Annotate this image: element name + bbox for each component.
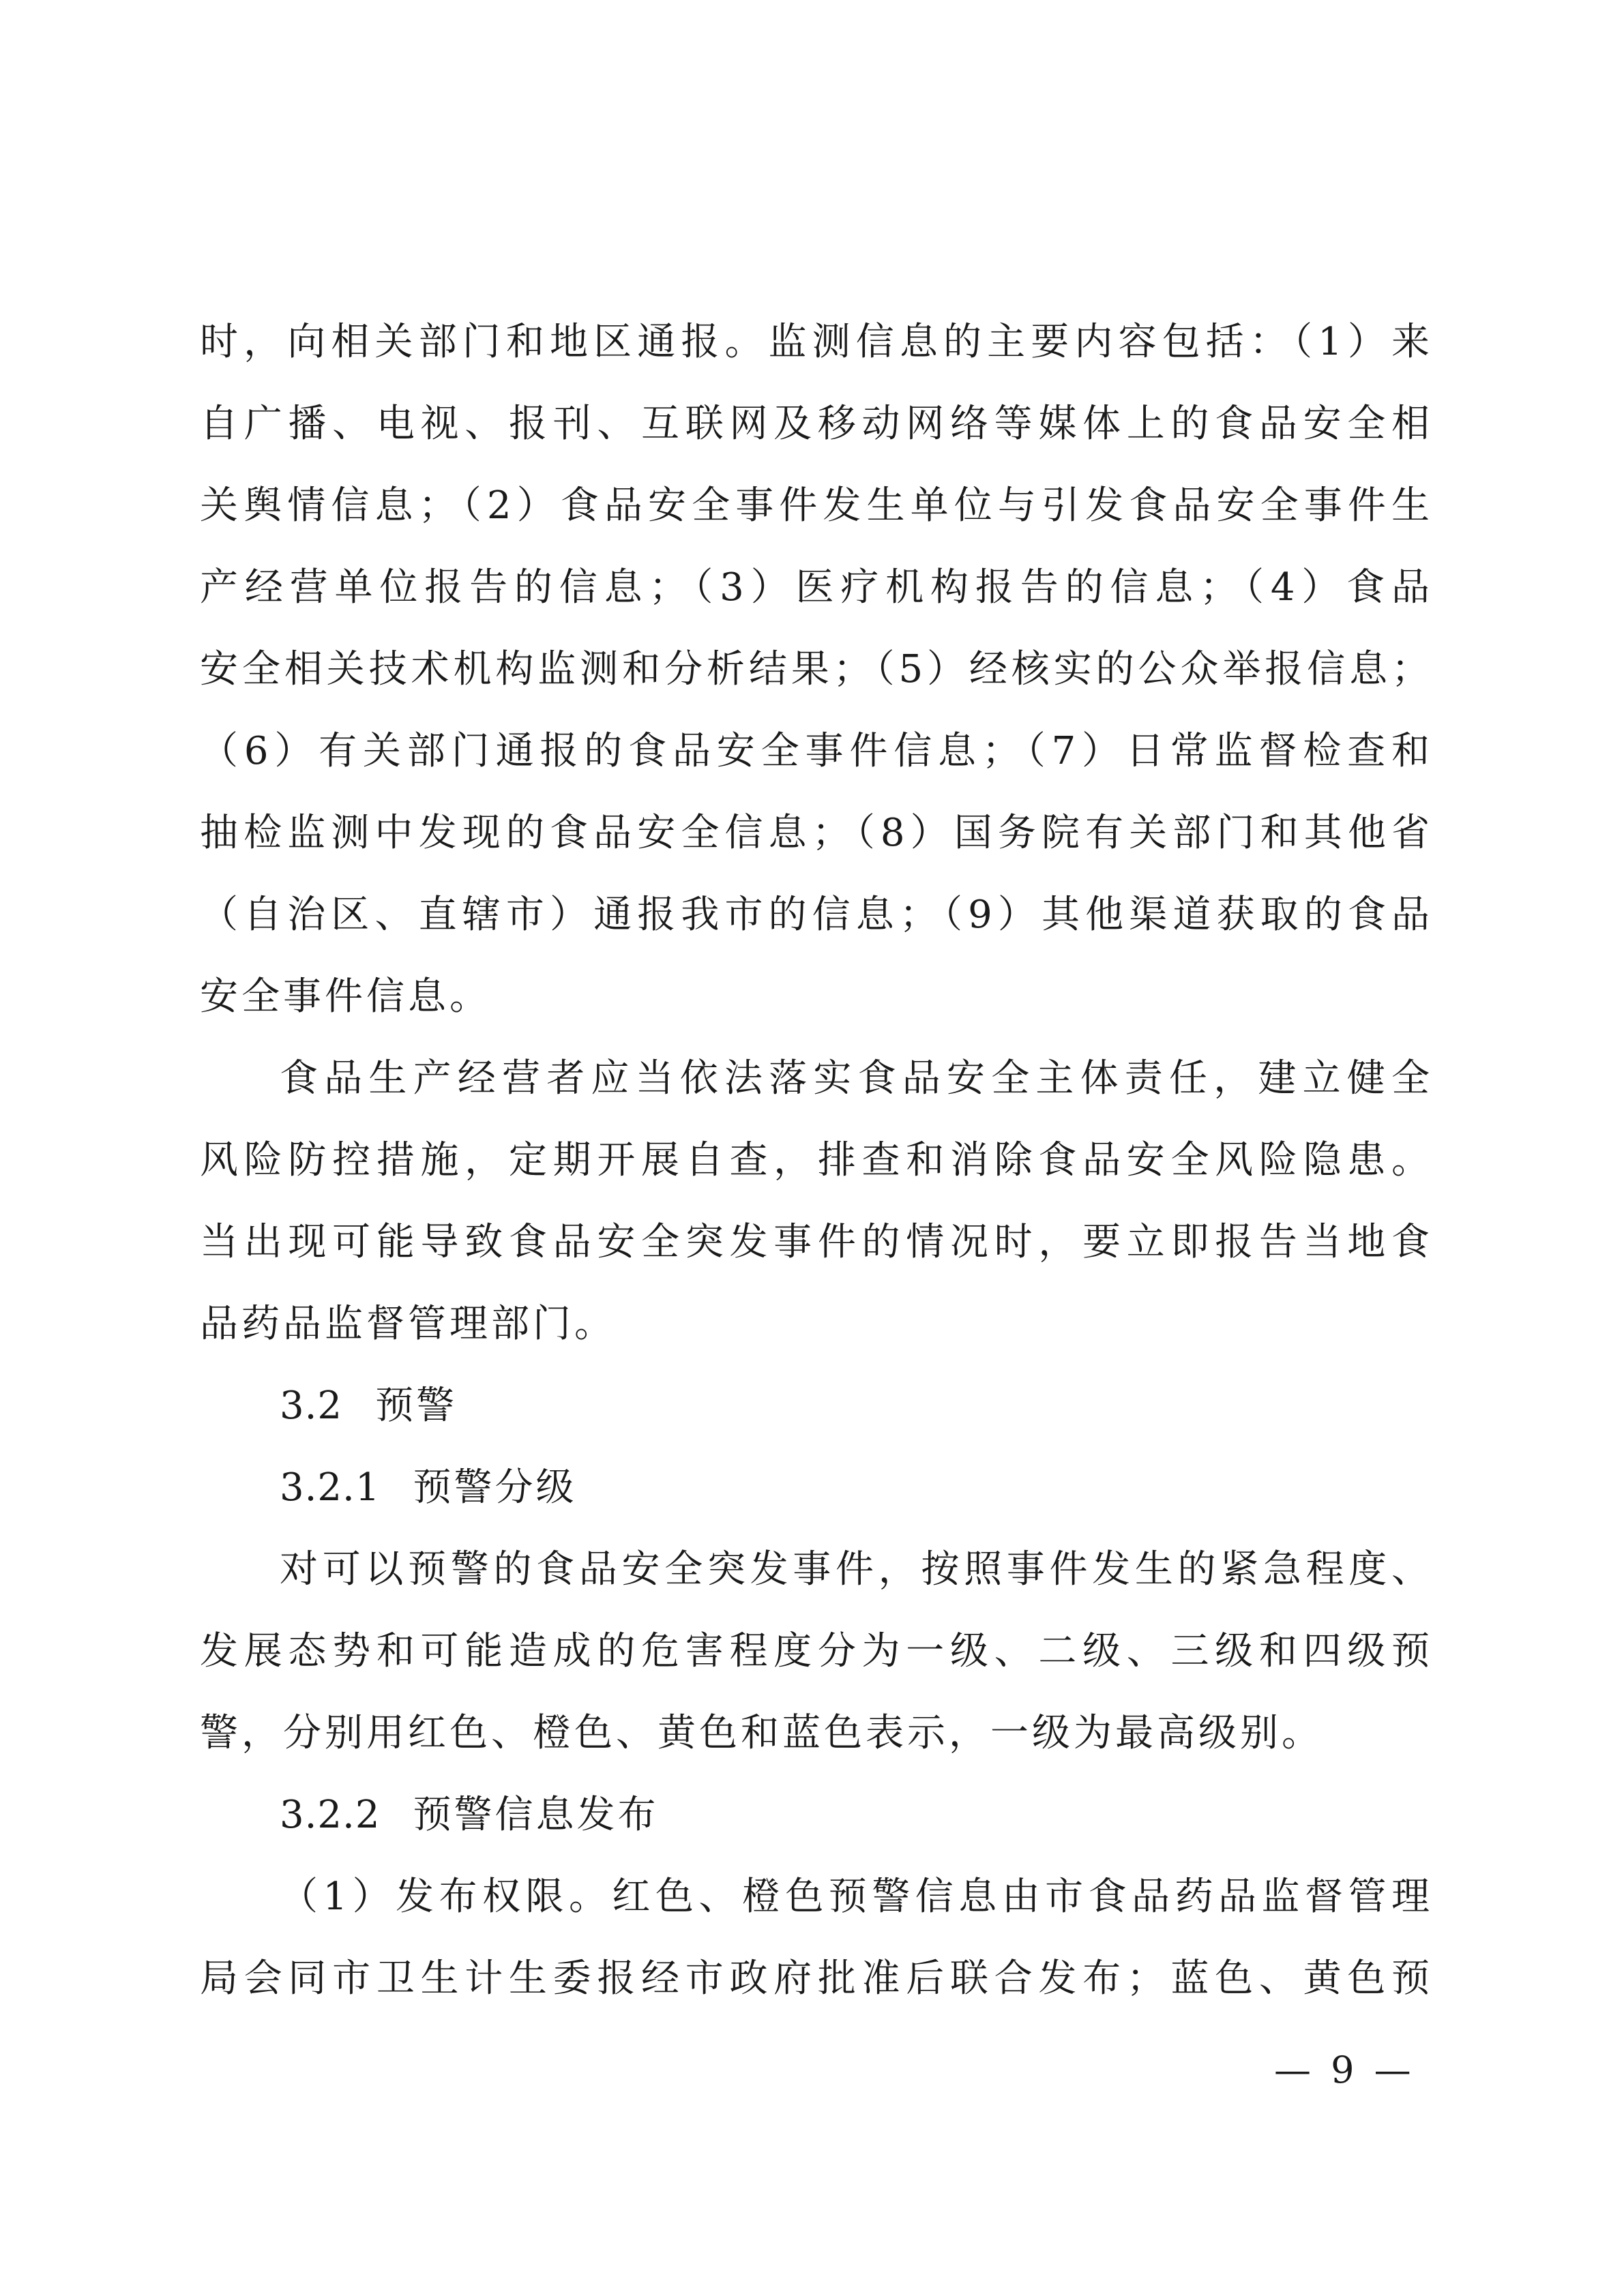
heading-title: 预警分级 — [413, 1465, 577, 1510]
text-line: 安全相关技术机构监测和分析结果；（5）经核实的公众举报信息； — [200, 647, 1433, 691]
paragraph-release-authority — [200, 1856, 1433, 2020]
text-line: （自治区、直辖市）通报我市的信息；（9）其他渠道获取的食品 — [200, 893, 1433, 937]
text-line: 产经营单位报告的信息；（3）医疗机构报告的信息；（4）食品 — [200, 565, 1433, 610]
text-line: 食品生产经营者应当依法落实食品安全主体责任，建立健全 — [280, 1056, 1433, 1101]
text-line: （1）发布权限。红色、橙色预警信息由市食品药品监督管理 — [280, 1875, 1433, 1919]
text-line: 警，分别用红色、橙色、黄色和蓝色表示，一级为最高级别。 — [200, 1711, 1323, 1755]
text-line: 对可以预警的食品安全突发事件，按照事件发生的紧急程度、 — [280, 1547, 1433, 1592]
text-line: 品药品监督管理部门。 — [200, 1302, 616, 1346]
text-line: 关舆情信息；（2）食品安全事件发生单位与引发食品安全事件生 — [200, 483, 1433, 528]
text-line: （6）有关部门通报的食品安全事件信息；（7）日常监督检查和 — [200, 729, 1433, 773]
text-line: 风险防控措施，定期开展自查，排查和消除食品安全风险隐患。 — [200, 1138, 1433, 1182]
page-number: — 9 — — [1274, 2048, 1415, 2091]
paragraph-warning-levels — [200, 1529, 1433, 1774]
section-heading-3-2 — [280, 1365, 457, 1447]
section-heading-3-2-2 — [280, 1774, 659, 1856]
heading-number: 3.2 — [280, 1384, 343, 1428]
heading-title: 预警 — [375, 1384, 458, 1428]
text-line: 安全事件信息。 — [200, 974, 491, 1019]
text-line: 当出现可能导致食品安全突发事件的情况时，要立即报告当地食 — [200, 1220, 1433, 1264]
text-line: 抽检监测中发现的食品安全信息；（8）国务院有关部门和其他省 — [200, 811, 1433, 855]
text-line: 时，向相关部门和地区通报。监测信息的主要内容包括：（1）来 — [200, 320, 1433, 364]
heading-title: 预警信息发布 — [413, 1793, 659, 1837]
paragraph-monitoring-info — [200, 301, 1433, 1038]
text-line: 局会同市卫生计生委报经市政府批准后联合发布；蓝色、黄色预 — [200, 1956, 1433, 2001]
heading-number: 3.2.2 — [280, 1793, 381, 1837]
section-heading-3-2-1 — [280, 1447, 577, 1529]
text-line: 发展态势和可能造成的危害程度分为一级、二级、三级和四级预 — [200, 1629, 1433, 1673]
text-line: 自广播、电视、报刊、互联网及移动网络等媒体上的食品安全相 — [200, 402, 1433, 446]
heading-number: 3.2.1 — [280, 1465, 381, 1510]
paragraph-operator-responsibility — [200, 1038, 1433, 1365]
